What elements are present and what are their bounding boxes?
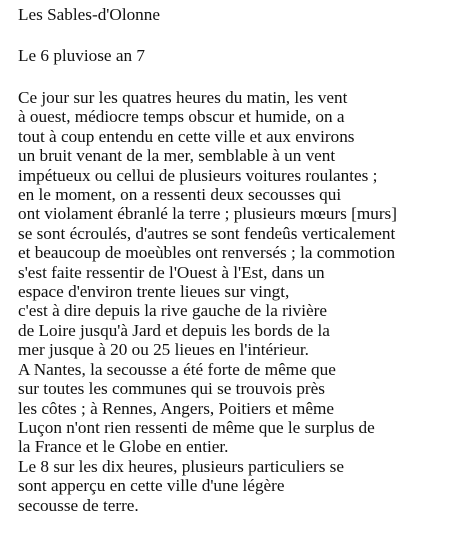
place-heading: Les Sables-d'Olonne <box>18 5 160 24</box>
document-page <box>18 4 468 515</box>
text-line: et beaucoup de moeùbles ont renversés ; la commotion <box>18 243 396 263</box>
text-line: Le 8 sur les dix heures, plusieurs particuliers se <box>18 456 345 476</box>
text-line: se sont écroulés, d'autres se sont fendeûs verticalement <box>18 223 396 243</box>
text-line: A Nantes, la secousse a été forte de même que <box>18 359 336 379</box>
text-line: sont apperçu en cette ville d'une légère <box>18 476 285 496</box>
text-line: c'est à dire depuis la rive gauche de la rivière <box>18 301 327 321</box>
text-line: impétueux ou cellui de plusieurs voitures roulantes ; <box>18 165 378 185</box>
text-line: à ouest, médiocre temps obscur et humide, on a <box>18 107 345 127</box>
text-line: mer jusque à 20 ou 25 lieues en l'intérieur. <box>18 340 309 360</box>
date-heading: Le 6 pluviose an 7 <box>18 46 145 65</box>
text-line: de Loire jusqu'à Jard et depuis les bords de la <box>18 320 330 340</box>
body-text <box>18 88 468 515</box>
text-line: la France et le Globe en entier. <box>18 437 229 457</box>
text-line: Luçon n'ont rien ressenti de même que le surplus de <box>18 417 375 437</box>
text-line: espace d'environ trente lieues sur vingt, <box>18 282 290 302</box>
text-line: en le moment, on a ressenti deux secousses qui <box>18 185 342 205</box>
text-line: tout à coup entendu en cette ville et aux environs <box>18 126 355 146</box>
text-line: secousse de terre. <box>18 495 139 515</box>
text-line: les côtes ; à Rennes, Angers, Poitiers et même <box>18 398 334 418</box>
text-line: Ce jour sur les quatres heures du matin, les vent <box>18 88 348 107</box>
text-line: s'est faite ressentir de l'Ouest à l'Est, dans un <box>18 262 325 282</box>
text-line: ont violament ébranlé la terre ; plusieurs mœurs [murs] <box>18 204 397 224</box>
text-line: sur toutes les communes qui se trouvois près <box>18 379 325 399</box>
text-line: un bruit venant de la mer, semblable à un vent <box>18 146 336 166</box>
